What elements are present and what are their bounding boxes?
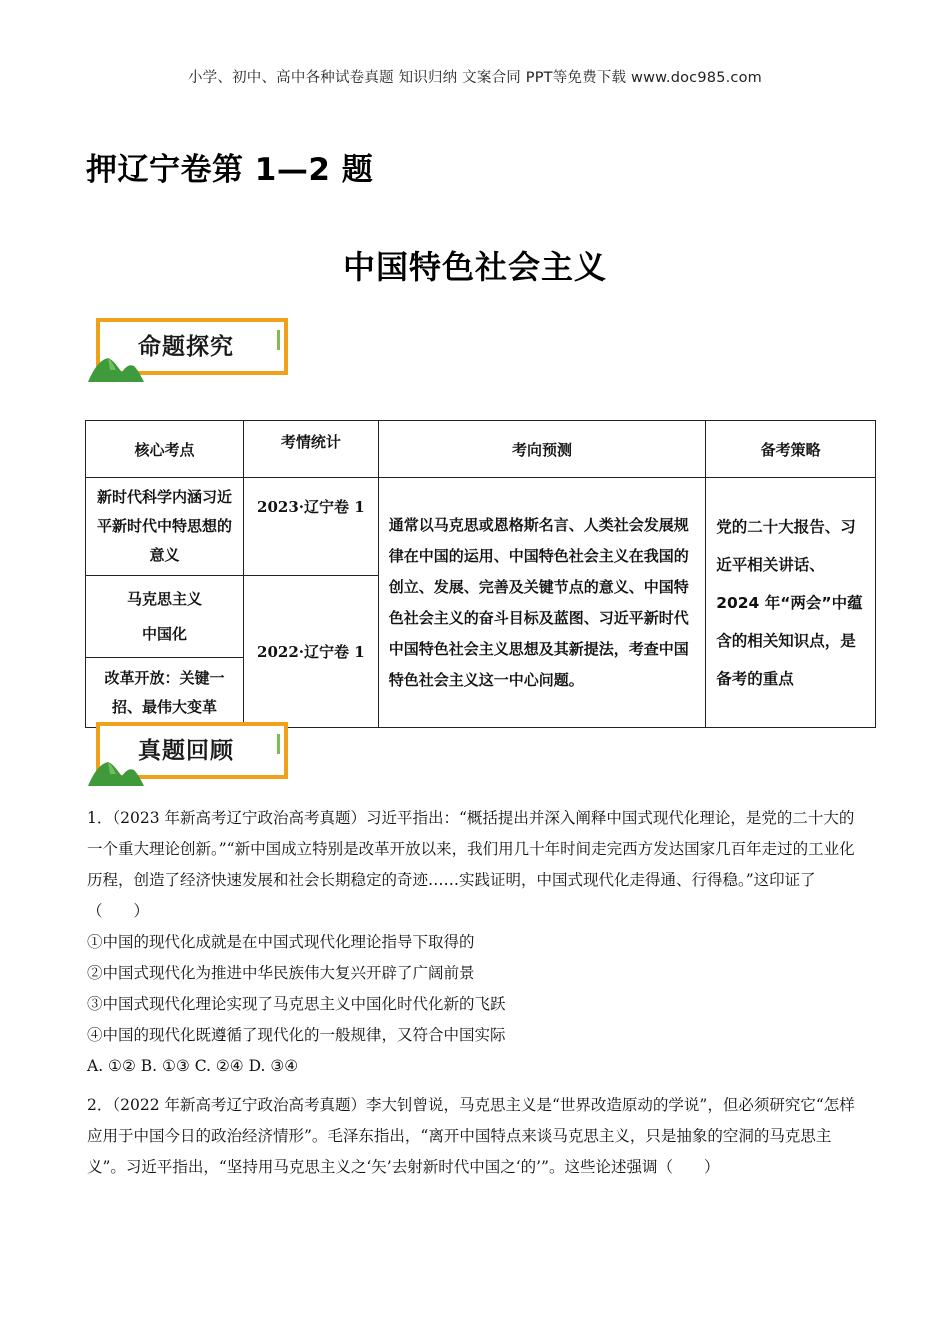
stat-text: 2022·辽宁卷 1 — [257, 643, 365, 661]
badge-label: 命题探究 — [138, 334, 234, 360]
core-point-text: 中国化 — [141, 624, 187, 643]
core-point-cell — [86, 478, 244, 576]
question-option: ③中国式现代化理论实现了马克思主义中国化时代化新的飞跃 — [87, 995, 506, 1013]
question-option: ①中国的现代化成就是在中国式现代化理论指导下取得的 — [87, 933, 475, 951]
badge-accent — [277, 734, 280, 754]
stat-text: 2023·辽宁卷 1 — [257, 498, 365, 516]
question-option: ②中国式现代化为推进中华民族伟大复兴开辟了广阔前景 — [87, 964, 475, 982]
table-header-cell: 核心考点 — [86, 421, 244, 478]
question-2 — [87, 1090, 867, 1183]
core-point-cell — [86, 658, 244, 728]
prediction-cell: 通常以马克思或恩格斯名言、人类社会发展规律在中国的运用、中国特色社会主义在我国的创立、发展、完善及关键节点的意义、中国特色社会主义的奋斗目标及蓝图、习近平新时代中国特色社会主义思想及其新提法，考查中国特色社会主义这一中心问题。 — [378, 478, 705, 728]
table-row — [86, 478, 876, 576]
stat-cell — [243, 478, 378, 576]
core-point-text: 马克思主义 — [126, 589, 202, 608]
mountain-icon — [86, 752, 146, 788]
table-header-cell: 备考策略 — [706, 421, 876, 478]
section-badge-explore — [86, 318, 296, 388]
question-option: ④中国的现代化既遵循了现代化的一般规律，又符合中国实际 — [87, 1026, 506, 1044]
core-point-cell — [86, 576, 244, 658]
core-point-text: 新时代科学内涵习近平新时代中特思想的意义 — [96, 488, 232, 564]
section-badge-review — [86, 722, 296, 792]
core-point-text: 改革开放：关键一招、最伟大变革 — [104, 668, 225, 716]
question-1 — [87, 803, 867, 1082]
answer-choices: A. ①② B. ①③ C. ②④ D. ③④ — [87, 1057, 299, 1075]
subject-title: 中国特色社会主义 — [342, 248, 607, 286]
table-header-row — [86, 421, 876, 478]
badge-label: 真题回顾 — [138, 738, 234, 764]
site-banner: 小学、初中、高中各种试卷真题 知识归纳 文案合同 PPT等免费下载 www.doc985.com — [187, 70, 763, 86]
mountain-icon — [86, 348, 146, 384]
question-stem: 2．（2022 年新高考辽宁政治高考真题）李大钊曾说，马克思主义是“世界改造原动的学说”，但必须研究它“怎样应用于中国今日的政治经济情形”。毛泽东指出，“离开中国特点来谈马克思主义，只是抽象的空洞的马克思主义”。习近平指出，“坚持用马克思主义之‘矢’去射新时代中国之‘的’”。这些论述强调（ ） — [87, 1096, 855, 1176]
table-header-cell: 考向预测 — [378, 421, 705, 478]
stat-cell — [243, 576, 378, 728]
page-title: 押辽宁卷第 1—2 题 — [86, 152, 374, 188]
exam-analysis-table — [85, 420, 876, 728]
question-stem: 1．（2023 年新高考辽宁政治高考真题）习近平指出：“概括提出并深入阐释中国式现代化理论，是党的二十大的一个重大理论创新。”“新中国成立特别是改革开放以来，我们用几十年时间走完西方发达国家几百年走过的工业化历程，创造了经济快速发展和社会长期稳定的奇迹……实践证明，中国式现代化走得通、行得稳。”这印证了（ ） — [87, 809, 855, 920]
badge-accent — [277, 330, 280, 350]
strategy-cell: 党的二十大报告、习近平相关讲话、2024 年“两会”中蕴含的相关知识点，是备考的重点 — [706, 478, 876, 728]
table-header-cell: 考情统计 — [243, 421, 378, 478]
